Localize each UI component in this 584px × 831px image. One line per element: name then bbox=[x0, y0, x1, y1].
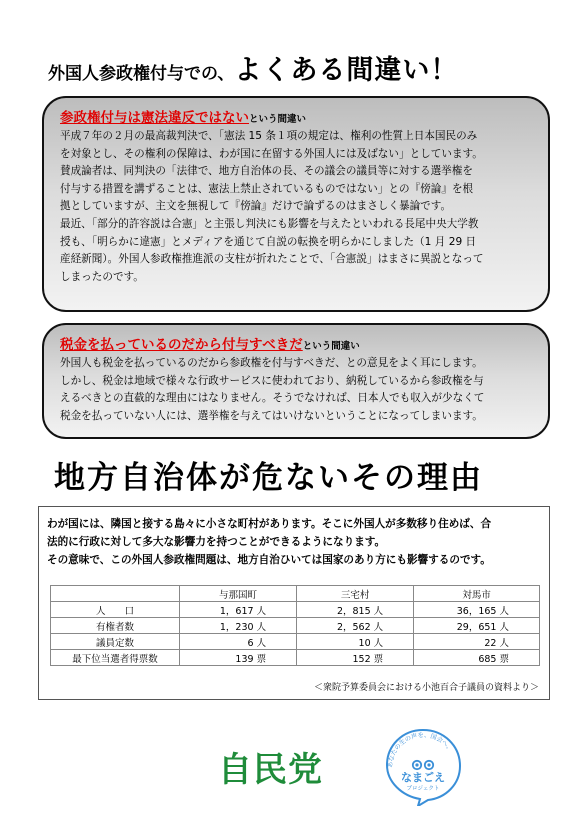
table-cell: 685 票 bbox=[414, 650, 540, 666]
badge-arc-text: あなたの生の声を、国会へ。 bbox=[386, 731, 454, 769]
panel-line: 授も、「明らかに違憲」とメディアを通じて自説の転換を明らかにしました（1 月 29 日 bbox=[60, 235, 477, 248]
table-source: ＜衆院予算委員会における小池百合子議員の資料より＞ bbox=[313, 683, 539, 693]
panel-title bbox=[60, 333, 534, 353]
table-cell: 議員定数 bbox=[51, 634, 180, 650]
misconception-panel-tax bbox=[42, 323, 550, 439]
panel-line: 外国人も税金を払っているのだから参政権を付与すべきだ、との意見をよく耳にします。 bbox=[60, 357, 483, 369]
table-cell: 2，562 人 bbox=[297, 618, 414, 634]
table-cell: 29，651 人 bbox=[414, 618, 540, 634]
main-heading-big: よくある間違い！ bbox=[234, 55, 459, 86]
panel-line: 付与する措置を講ずることは、憲法上禁止されているものではない」との『傍論』を根 bbox=[60, 182, 474, 195]
panel-line: 最近、「部分的許容説は合憲」と主張し判決にも影響を与えたといわれる長尾中央大学教 bbox=[60, 217, 479, 230]
badge-main-text: なまごえ bbox=[401, 771, 445, 784]
panel-title-red: 参政権付与は憲法違反ではない bbox=[60, 110, 249, 126]
badge-sub-text: プロジェクト bbox=[406, 786, 440, 792]
table-header bbox=[51, 586, 180, 602]
panel-line: 産経新聞）。外国人参政権推進派の支柱が折れたことで、「合憲説」はまさに異説となって bbox=[60, 253, 484, 266]
misconception-panel-constitution bbox=[42, 96, 550, 312]
panel-line: 拠としていますが、主文を無視して『傍論』だけで論ずるのはまさしく暴論です。 bbox=[60, 200, 452, 213]
table-cell: 36，165 人 bbox=[414, 602, 540, 618]
table-header: 三宅村 bbox=[297, 586, 414, 602]
panel-line: 平成７年の２月の最高裁判決で、「憲法 15 条１項の規定は、権利の性質上日本国民のみ bbox=[60, 130, 478, 142]
table-cell: 139 票 bbox=[180, 650, 297, 666]
panel-title-red: 税金を払っているのだから付与すべきだ bbox=[60, 337, 303, 353]
table-header: 対馬市 bbox=[414, 586, 540, 602]
table-header-row bbox=[51, 586, 540, 602]
table-cell: 2，815 人 bbox=[297, 602, 414, 618]
table-cell: 1，617 人 bbox=[180, 602, 297, 618]
main-heading bbox=[48, 48, 548, 88]
panel-line: えるべきとの直截的な理由にはなりません。そうでなければ、日本人でも収入が少なくて bbox=[60, 392, 485, 405]
panel-title-suffix: という間違い bbox=[302, 341, 360, 352]
panel-line: しかし、税金は地域で様々な行政サービスに使われており、納税しているから参政権を与 bbox=[60, 374, 484, 387]
panel-line: しまったのです。 bbox=[60, 270, 144, 283]
box-line: わが国には、隣国と接する島々に小さな町村があります。そこに外国人が多数移り住めば、合 bbox=[47, 518, 492, 530]
local-government-box bbox=[38, 506, 550, 700]
municipality-table bbox=[50, 585, 540, 666]
main-heading-small: 外国人参政権付与での、 bbox=[48, 64, 235, 84]
table-cell: 6 人 bbox=[180, 634, 297, 650]
table-header: 与那国町 bbox=[180, 586, 297, 602]
box-line: その意味で、この外国人参政権問題は、地方自治ひいては国家のあり方にも影響するのです。 bbox=[47, 554, 491, 566]
table-cell: 人 口 bbox=[51, 602, 180, 618]
panel-line: 賛成論者は、同判決の「法律で、地方自治体の長、その議会の議員等に対する選挙権を bbox=[60, 165, 473, 178]
table-cell: 1，230 人 bbox=[180, 618, 297, 634]
section-heading: 地方自治体が危ないその理由 bbox=[54, 460, 483, 496]
table-cell: 152 票 bbox=[297, 650, 414, 666]
table-row bbox=[51, 650, 540, 666]
panel-line: 税金を払っていない人には、選挙権を与えてはいけないということになってしまいます。 bbox=[60, 409, 483, 422]
table-cell: 有権者数 bbox=[51, 618, 180, 634]
box-line: 法的に行政に対して多大な影響力を持つことができるようになります。 bbox=[47, 536, 386, 548]
table-cell: 10 人 bbox=[297, 634, 414, 650]
ldp-logo: 自民党 bbox=[218, 750, 323, 790]
namagoe-project-badge bbox=[382, 724, 464, 806]
table-cell: 最下位当選者得票数 bbox=[51, 650, 180, 666]
panel-title-suffix: という間違い bbox=[249, 114, 307, 125]
panel-line: を対象とし、その権利の保障は、わが国に在留する外国人には及ばない」としています。 bbox=[60, 147, 483, 160]
speech-bubble-icon bbox=[387, 730, 460, 806]
table-row bbox=[51, 602, 540, 618]
panel-title bbox=[60, 106, 534, 126]
table-cell: 22 人 bbox=[414, 634, 540, 650]
table-row bbox=[51, 618, 540, 634]
table-row bbox=[51, 634, 540, 650]
